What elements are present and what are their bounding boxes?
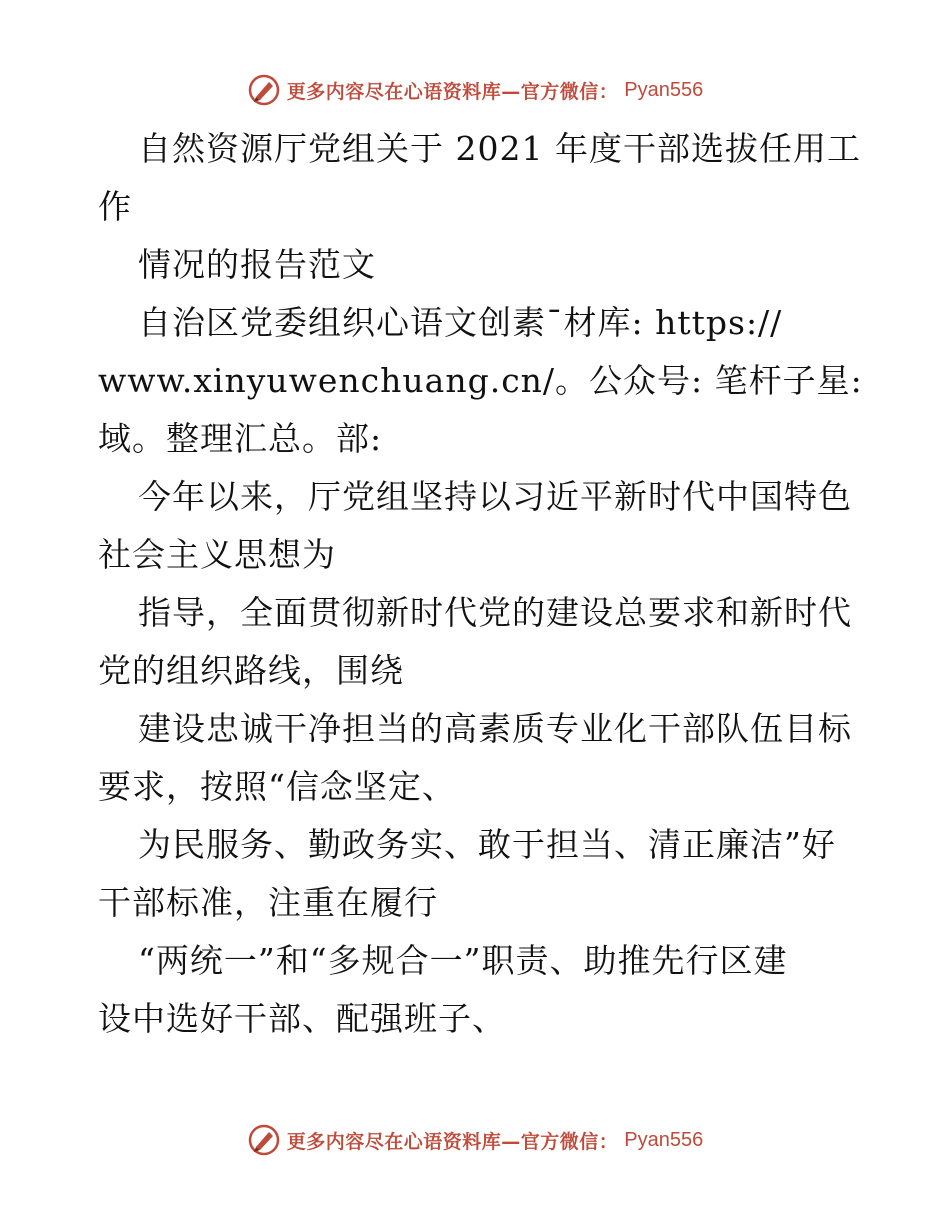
watermark-wechat-id: Pyan556 (624, 78, 704, 101)
paragraph-line: 要求，按照“信念坚定、 (98, 767, 456, 806)
paragraph-line: “两统一”和“多规合一”职责、助推先行区建 (138, 941, 788, 980)
paragraph-line: 社会主义思想为 (98, 535, 336, 574)
title-line-2: 作 (98, 187, 132, 226)
pen-in-circle-icon (247, 73, 281, 107)
paragraph-line: 指导，全面贯彻新时代党的建设总要求和新时代 (138, 593, 852, 632)
pen-in-circle-icon (247, 1123, 281, 1157)
watermark-text: 更多内容尽在心语资料库—官方微信： (286, 80, 619, 103)
header-watermark (0, 70, 950, 110)
paragraph-line: 设中选好干部、配强班子、 (98, 999, 506, 1038)
paragraph-line: 党的组织路线，围绕 (98, 651, 404, 690)
title-line-1: 自然资源厅党组关于 2021 年度干部选拔任用工 (138, 129, 861, 168)
watermark-text: 更多内容尽在心语资料库—官方微信： (286, 1130, 619, 1153)
paragraph-line: 建设忠诚干净担当的高素质专业化干部队伍目标 (138, 709, 852, 748)
paragraph-line: www.xinyuwenchuang.cn/。公众号: 笔杆子星: (98, 361, 863, 400)
title-line-3: 情况的报告范文 (138, 245, 376, 284)
paragraph-line: 域。整理汇总。部: (98, 419, 383, 458)
paragraph-line: 为民服务、勤政务实、敢于担当、清正廉洁”好 (138, 825, 836, 864)
paragraph-line: 今年以来，厅党组坚持以习近平新时代中国特色 (138, 477, 852, 516)
paragraph-line: 自治区党委组织心语文创素¯材库: https:// (138, 303, 783, 342)
footer-watermark (0, 1120, 950, 1160)
paragraph-line: 干部标准，注重在履行 (98, 883, 438, 922)
document-body (98, 120, 863, 1048)
watermark-wechat-id: Pyan556 (624, 1128, 704, 1151)
